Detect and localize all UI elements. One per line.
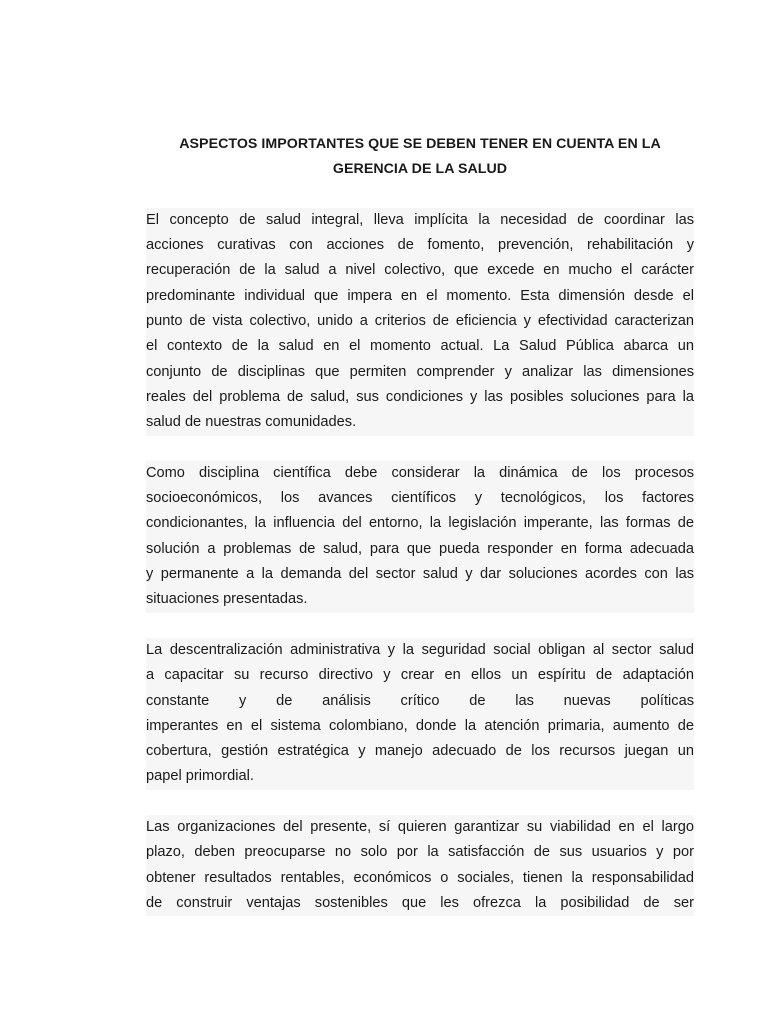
text-line: cobertura, gestión estratégica y manejo adecuado de los recursos juegan un [146,739,694,764]
text-line: punto de vista colectivo, unido a criterios de eficiencia y efectividad caracterizan [146,309,694,334]
text-line: solución a problemas de salud, para que pueda responder en forma adecuada [146,537,694,562]
paragraph-2 [146,461,694,613]
text-line: a capacitar su recurso directivo y crear en ellos un espíritu de adaptación [146,663,694,688]
text-line: condicionantes, la influencia del entorno, la legislación imperante, las formas de [146,511,694,536]
text-line: recuperación de la salud a nivel colectivo, que excede en mucho el carácter [146,258,694,283]
paragraph-3 [146,638,694,790]
text-line: situaciones presentadas. [146,587,694,612]
text-line: El concepto de salud integral, lleva implícita la necesidad de coordinar las [146,208,694,233]
text-line: acciones curativas con acciones de fomento, prevención, rehabilitación y [146,233,694,258]
spacer [146,613,694,638]
text-line: La descentralización administrativa y la seguridad social obligan al sector salud [146,638,694,663]
title-line: ASPECTOS IMPORTANTES QUE SE DEBEN TENER EN CUENTA EN LA [179,136,661,152]
text-line: y permanente a la demanda del sector salud y dar soluciones acordes con las [146,562,694,587]
text-line: salud de nuestras comunidades. [146,410,694,435]
document-title [146,132,694,183]
text-line: el contexto de la salud en el momento actual. La Salud Pública abarca un [146,334,694,359]
spacer [146,790,694,815]
text-line: papel primordial. [146,764,694,789]
spacer [146,183,694,208]
text-line: conjunto de disciplinas que permiten comprender y analizar las dimensiones [146,360,694,385]
text-line: obtener resultados rentables, económicos o sociales, tienen la responsabilidad [146,866,694,891]
paragraph-4 [146,815,694,916]
text-line: Las organizaciones del presente, sí quieren garantizar su viabilidad en el largo [146,815,694,840]
paragraph-1 [146,208,694,436]
text-line: plazo, deben preocuparse no solo por la satisfacción de sus usuarios y por [146,840,694,865]
text-line: reales del problema de salud, sus condiciones y las posibles soluciones para la [146,385,694,410]
text-line: Como disciplina científica debe considerar la dinámica de los procesos [146,461,694,486]
document-body [146,132,694,916]
text-line: imperantes en el sistema colombiano, donde la atención primaria, aumento de [146,714,694,739]
text-line: socioeconómicos, los avances científicos y tecnológicos, los factores [146,486,694,511]
title-line: GERENCIA DE LA SALUD [332,161,508,178]
text-line: constante y de análisis crítico de las nuevas políticas [146,689,694,714]
text-line: predominante individual que impera en el momento. Esta dimensión desde el [146,284,694,309]
text-line: de construir ventajas sostenibles que les ofrezca la posibilidad de ser [146,891,694,916]
spacer [146,436,694,461]
